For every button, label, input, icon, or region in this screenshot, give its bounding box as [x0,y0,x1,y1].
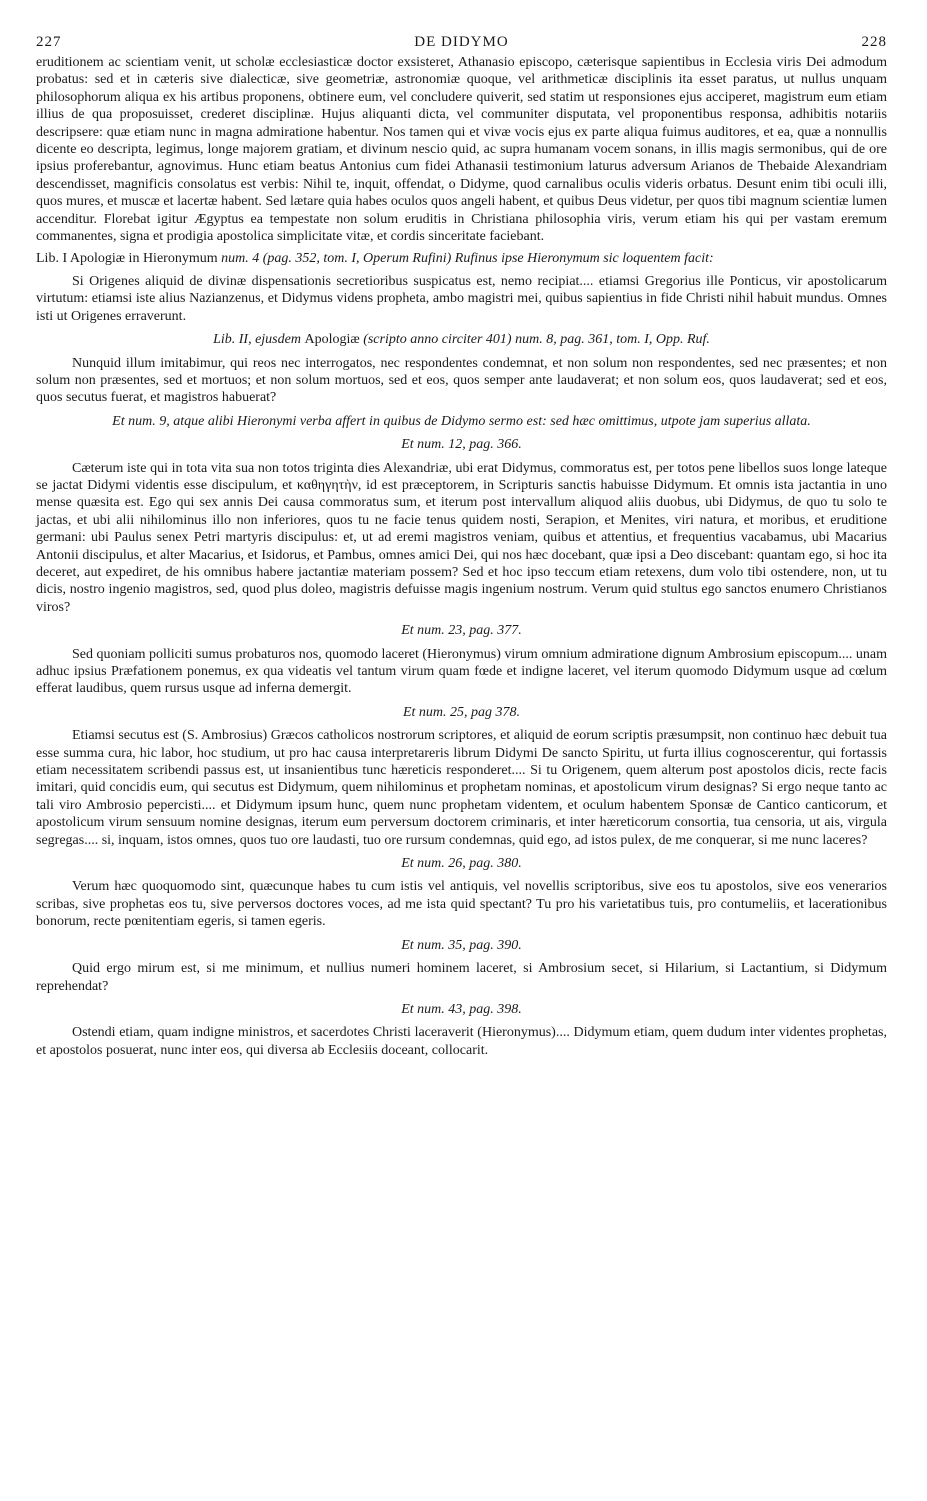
citation-part-c: (scripto anno circiter 401) num. 8, pag. 361, tom. I, Opp. Ruf. [363,332,710,348]
paragraph-nunquid: Nunquid illum imitabimur, qui reos nec interrogatos, nec respondentes condemnat, et non solum non respondentes, sed nec præsentes; et non solum non præsentes, sed et mortuos; et non solum mortuos, sed et eos, quos semper ante laudaverat; et non solum eos, quos laudaverat; sed et eos, quos secutus fuerat, et magistros habuerat? [36,355,887,406]
citation-detail: num. 4 (pag. 352, tom. I, Operum Rufini) Rufinus ipse Hieronymum sic loquentem facit: [221,251,714,267]
paragraph-sed-quoniam: Sed quoniam polliciti sumus probaturos nos, quomodo laceret (Hieronymus) virum omnium admiratione dignum Ambrosium episcopum.... unam adhuc ipsius Præfationem ponemus, ex qua videatis vel tantum virum quam fœde et indigne laceret, vel iterum quomodo Didymum usque ad cœlum efferat laudibus, quem rursus usque ad inferna demergit. [36,646,888,697]
citation-num-26: Et num. 26, pag. 380. [401,856,522,872]
citation-num-23: Et num. 23, pag. 377. [401,623,522,639]
paragraph-caeterum: Cæterum iste qui in tota vita sua non totos triginta dies Alexandriæ, ubi erat Didymus, commoratus est, per totos pene libellos suos longe lateque se jactat Didymi videntis esse discipulum, et καθηγητὴν, id est præceptorem, in Scripturis sanctis habuisse Didymum. Et omnis ista jactantia in uno mense quæsita est. Ego qui sex annis Dei causa commoratus sum, et iterum post intervallum aliquod aliis duobus, ubi Didymus, de quo tu solo te jactas, et ubi alii nihilominus illo non inferiores, quos tu ne facie tenus quidem nosti, Serapion, et Menites, viri natura, et moribus, et eruditione germani: ubi Paulus senex Petri martyris discipulus: et, ut ad eremi magistros veniam, quibus et attentius, et frequentius vacabamus, ubi Macarius Antonii discipulus, et alter Macarius, et Isidorus, et Pambus, omnes amici Dei, qui nos hæc docebant, quæ ipsi a Deo discebant: quantam ego, si hoc ita deceret, aut expediret, de his omnibus habere jactantiæ materiam possem? Sed et hoc ipso teccum etiam retexens, dum volo tibi ostendere, non, ut tu dicis, nostro ingenio magistros, sed, quod plus doleo, magistris defuisse magis ingenium nostrum. Verum quid stultus ego sanctos enumero Christianos viros? [36,460,887,615]
citation-num-43: Et num. 43, pag. 398. [401,1001,522,1017]
citation-part-b: Apologiæ [304,332,360,348]
running-title: DE DIDYMO [414,34,509,50]
paragraph-quid-ergo: Quid ergo mirum est, si me minimum, et nullius numeri hominem laceret, si Ambrosium secet, si Hilarium, si Lactantium, si Didymum reprehendat? [36,961,887,994]
citation-part-a: Lib. II, ejusdem [213,332,301,348]
citation-apologia-2 [36,331,887,348]
citation-num-35: Et num. 35, pag. 390. [401,937,522,953]
page-number-left: 227 [36,34,62,50]
paragraph-quote-origenes: Si Origenes aliquid de divinæ dispensationis secretioribus suspicatus est, nemo recipiat.... etiamsi Gregorius ille Ponticus, vir apostolicarum virtutum: etiamsi iste alius Nazianzenus, et Didymus videns propheta, ambo magistri mei, quibus sapientius in fide Christi nihil habuit mundus. Omnes isti ut Origenes erraverunt. [36,273,887,324]
page-body [36,54,887,1059]
citation-num-12: Et num. 12, pag. 366. [401,437,522,453]
citation-lead: Lib. I Apologiæ in Hieronymum [36,251,218,267]
paragraph-etiamsi: Etiamsi secutus est (S. Ambrosius) Græcos catholicos nostrorum scriptores, et aliquid de eorum scriptis præsumpsit, non continuo hæc debuit tua esse summa cura, hic labor, hoc studium, ut pro hac causa interpretareris librum Didymi De sancto Spiritu, ut furta illius cognoscerentur, qui fortassis etiam necessitatem scribendi passus est, ut insanientibus tunc hæreticis responderet.... Si tu Origenem, quem alterum post apostolos dicis, recte facis imitari, quid concidis eum, qui secutus est Didymum, quem nihilominus et prophetam nominas, et apostolicum virum designas? Si ergo neque tanto ac tali viro Ambrosio pepercisti.... et Didymum ipsum hunc, quem nunc prophetam videntem, et oculum habentem Sponsæ de Cantico canticorum, et apostolicum virum sensuum nomine designas, iterum eum perversum doctorem criminaris, et inter hæreticorum consortia, tua censoria, ut ais, virgula segregas.... si, inquam, istos omnes, quos tuo ore laudasti, tuo ore rursum condemnas, quid ego, ad istos pulex, de me conquerar, si me nunc laceres? [36,728,887,848]
paragraph-rufinus-history: eruditionem ac scientiam venit, ut scholæ ecclesiasticæ doctor exsisteret, Athanasio episcopo, cæterisque sapientibus in Ecclesia viris Dei admodum probatus: sed et in cæteris sive dialecticæ, sive geometriæ, astronomiæ quoque, vel arithmeticæ disciplinis ita esset paratus, ut nullus unquam philosophorum aliqua ex his artibus proponens, obtinere eum, vel concludere quiverit, sed statim ut responsiones ejus acciperet, magistrum eum etiam illius de qua proposuisset, crederet disciplinæ. Hujus aliquanti dicta, vel communiter disputata, vel proponentibus responsa, adhibitis notariis descripsere: quæ etiam nunc in magna admiratione habentur. Nos tamen qui et vivæ vocis ejus ex parte aliqua fuimus auditores, et ea, quæ a nonnullis dicente eo descripta, legimus, longe majorem gratiam, et divinum nescio quid, ac supra humanam vocem sonans, in illis magis sermonibus, qui de ore ipsius proferebantur, agnovimus. Hunc etiam beatus Antonius cum fidei Athanasii testimonium laturus adversum Arianos de Thebaide Alexandriam descendisset, magnificis consolatus est verbis: Nihil te, inquit, offendat, o Didyme, quod carnalibus oculis videris orbatus. Desunt enim tibi oculi illi, quos mures, et muscæ et lacertæ habent. Sed lætare quia habes oculos quos angeli habent, et quibus Deus videtur, per quos tibi magnum scientiæ lumen accenditur. Florebat igitur Ægyptus ea tempestate non solum eruditis in Christiana philosophia viris, verum etiam his qui per vastam eremum commanentes, signa et prodigia apostolica simplicitate vitæ, et cordis sinceritate faciebant. [36,55,887,245]
paragraph-verum: Verum hæc quoquomodo sint, quæcunque habes tu cum istis vel antiquis, vel novellis scriptoribus, sive eos tu apostolos, sive eos venerarios scribas, sive prophetas eos tu, sive perversos doctores voces, ad me ista quid spectant? Tu pro his varietatibus tuis, pro contumeliis, et lacerationibus bonorum, recte pœnitentiam egeris, si tamen egeris. [36,879,887,930]
page-header [36,34,887,54]
page-number-right: 228 [861,34,887,50]
paragraph-ostendi: Ostendi etiam, quam indigne ministros, et sacerdotes Christi laceraverit (Hieronymus).... Didymum etiam, quem dudum inter videntes prophetas, et apostolos posuerat, nunc inter eos, qui diversa ab Ecclesiis doceant, collocarit. [36,1025,887,1058]
citation-num-25: Et num. 25, pag 378. [402,704,521,720]
note-num-9: Et num. 9, atque alibi Hieronymi verba affert in quibus de Didymo sermo est: sed hæc omittimus, utpote jam superius allata. [112,413,811,429]
source-citation-apologia-1 [36,250,887,267]
